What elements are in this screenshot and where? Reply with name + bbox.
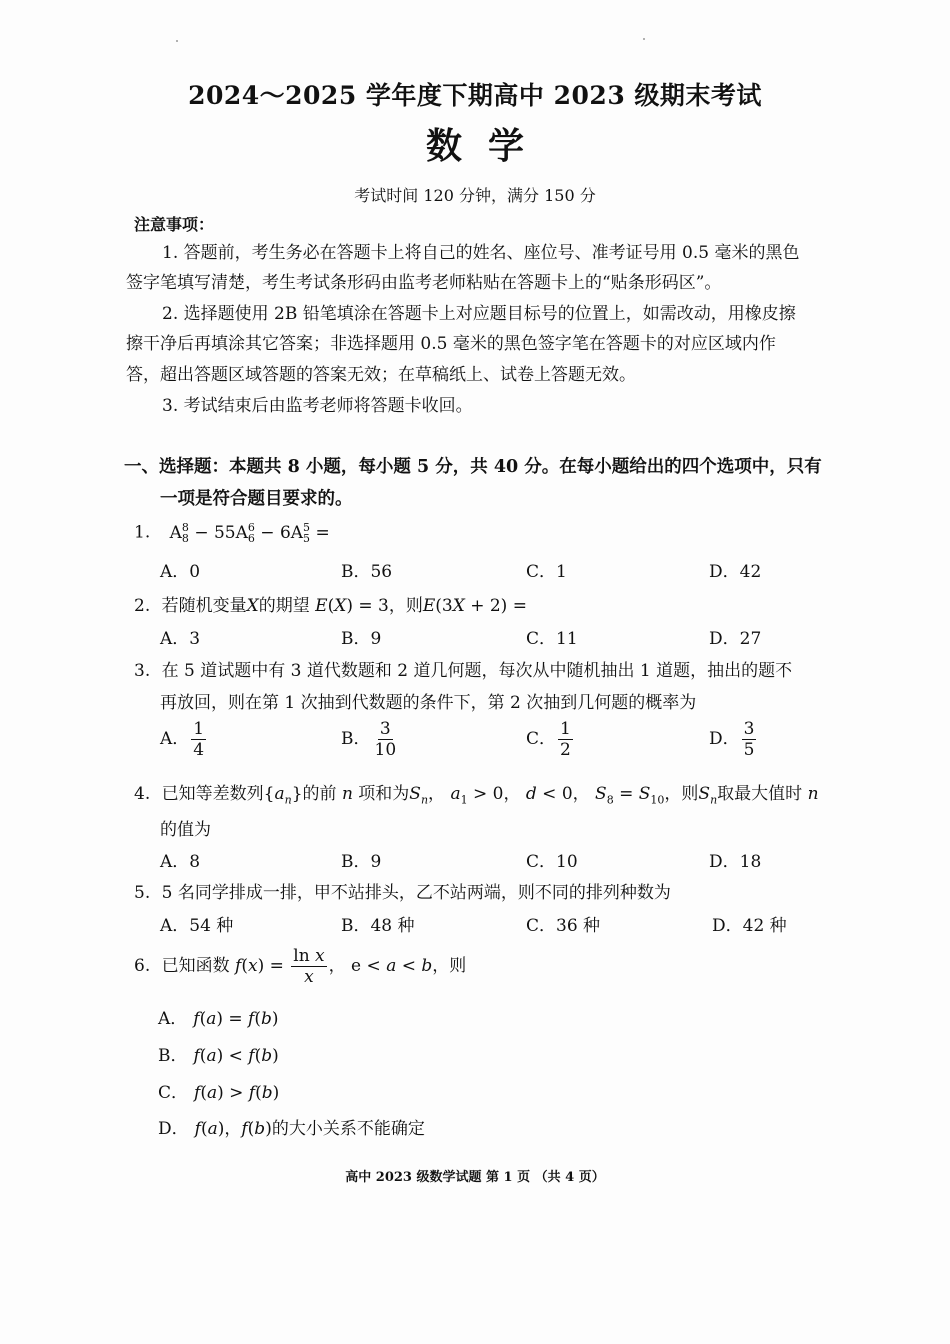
question-number: 1. xyxy=(134,522,151,543)
notice-line: 擦干净后再填涂其它答案；非选择题用 0.5 毫米的黑色签字笔在答题卡的对应区域内作 xyxy=(126,334,776,354)
question-5: 5. 5 名同学排成一排，甲不站排头，乙不站两端，则不同的排列种数为 xyxy=(134,883,671,903)
option-a: A．8 xyxy=(160,852,201,872)
question-6: 6. 已知函数 f(x) = $\frac{\text{ln x}}{x}$ ， e < a < b，则 xyxy=(134,946,467,987)
notice-line: 2. 选择题使用 2B 铅笔填涂在答题卡上对应题目标号的位置上，如需改动，用橡皮擦 xyxy=(162,304,796,324)
option-d: D． f(a)，f(b)的大小关系不能确定 xyxy=(158,1119,425,1139)
option-b: B．9 xyxy=(341,629,382,649)
scan-speck xyxy=(643,38,645,40)
question-1-formula: A 8 8 − 55A 6 6 − 6A 5 5 = xyxy=(169,521,330,545)
question-2: 2. 若随机变量X的期望 E(X) = 3，则E(3X + 2) = xyxy=(134,596,527,616)
option-b: B．56 xyxy=(341,562,393,582)
question-3-cont: 再放回，则在第 1 次抽到代数题的条件下，第 2 次抽到几何题的概率为 xyxy=(160,693,697,713)
scan-speck xyxy=(176,40,178,42)
page-footer: 高中 2023 级数学试题 第 1 页 （共 4 页） xyxy=(345,1170,605,1185)
option-d: D．18 xyxy=(709,852,762,872)
notice-line: 签字笔填写清楚，考生考试条形码由监考老师粘贴在答题卡上的“贴条形码区”。 xyxy=(126,273,722,293)
subject-title: 数学 xyxy=(425,125,550,167)
exam-title: 2024～2025 学年度下期高中 2023 级期末考试 xyxy=(188,81,762,110)
option-b: B．9 xyxy=(341,852,382,872)
section-heading: 一、选择题：本题共 8 小题，每小题 5 分，共 40 分。在每小题给出的四个选项中，只有 xyxy=(124,457,822,477)
option-d: D．42 xyxy=(709,562,762,582)
option-b: B． f(a) < f(b) xyxy=(158,1046,279,1066)
notice-line: 3. 考试结束后由监考老师将答题卡收回。 xyxy=(162,396,473,416)
question-4: 4. 已知等差数列$\{a_n\}$的前 n 项和为$S_n$， $a_1 > 0$， d < 0， $S_8 = S_{10}$，则$S_n$取最大值时 n xyxy=(134,784,819,807)
option-d: D．42 种 xyxy=(712,916,787,936)
option-a: A．54 种 xyxy=(160,916,234,936)
question-3: 3. 在 5 道试题中有 3 道代数题和 2 道几何题，每次从中随机抽出 1 道题，抽出的题不 xyxy=(134,661,793,681)
option-a: A．3 xyxy=(160,629,201,649)
option-c: C． f(a) > f(b) xyxy=(158,1083,280,1103)
option-b: B．48 种 xyxy=(341,916,415,936)
option-b: B． $\frac{3}{10}$ xyxy=(341,719,397,760)
option-c: C．11 xyxy=(526,629,578,649)
exam-time-info: 考试时间 120 分钟，满分 150 分 xyxy=(354,186,596,205)
option-a: A． $\frac{1}{4}$ xyxy=(160,719,205,760)
notice-heading: 注意事项： xyxy=(134,215,215,234)
option-a: A． f(a) = f(b) xyxy=(158,1009,279,1029)
question-4-cont: 的值为 xyxy=(160,820,211,840)
option-c: C． $\frac{1}{2}$ xyxy=(526,719,571,760)
section-heading-cont: 一项是符合题目要求的。 xyxy=(160,489,353,509)
option-d: D．27 xyxy=(709,629,762,649)
option-a: A．0 xyxy=(160,562,201,582)
option-c: C．1 xyxy=(526,562,567,582)
option-c: C．10 xyxy=(526,852,578,872)
notice-line: 1. 答题前，考生务必在答题卡上将自己的姓名、座位号、准考证号用 0.5 毫米的黑色 xyxy=(162,243,800,263)
option-c: C．36 种 xyxy=(526,916,601,936)
question-1 xyxy=(134,522,330,544)
notice-line: 答，超出答题区域答题的答案无效；在草稿纸上、试卷上答题无效。 xyxy=(126,365,636,385)
option-d: D． $\frac{3}{5}$ xyxy=(709,719,755,760)
